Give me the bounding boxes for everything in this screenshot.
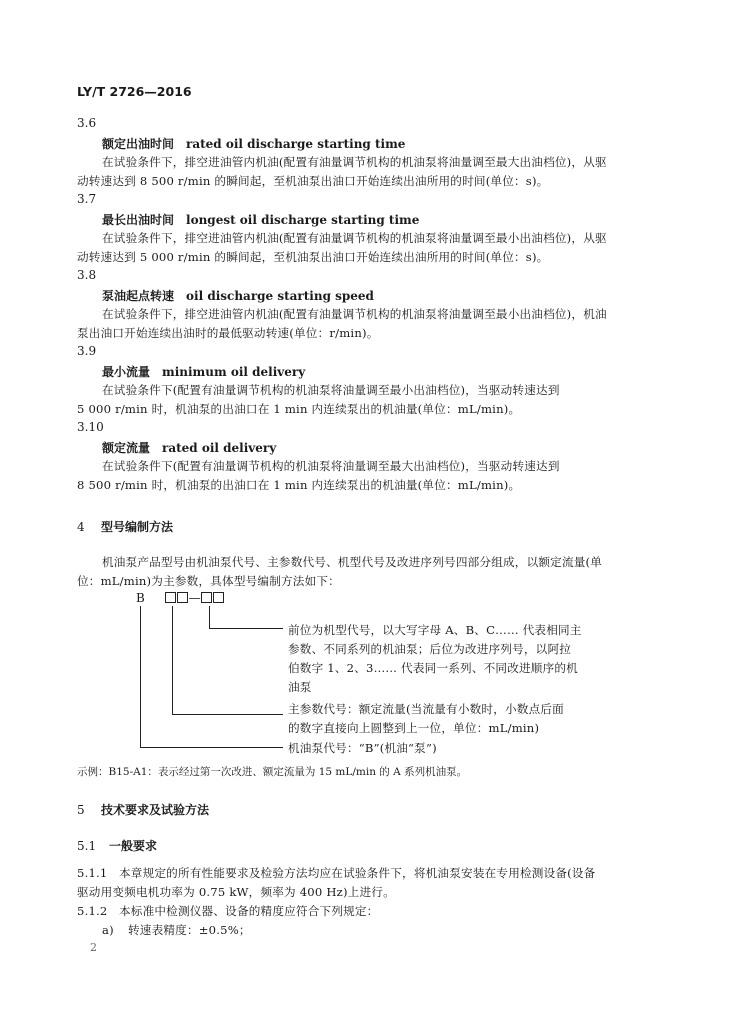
- term-cn: 最小流量: [102, 365, 151, 379]
- term-number: 3.6: [77, 116, 97, 130]
- term-definition-line: 动转速达到 5 000 r/min 的瞬间起，至机油泵出油口开始连续出油所用的时间(单位：s)。: [77, 250, 549, 264]
- example-note: 示例：B15-A1：表示经过第一次改进、额定流量为 15 mL/min 的 A 系列机油泵。: [77, 766, 468, 778]
- clause-5-1-1-line: 驱动用变频电机功率为 0.75 kW，频率为 400 Hz)上进行。: [77, 885, 395, 899]
- section-4-paragraph-line: 位：mL/min)为主参数，具体型号编制方法如下：: [77, 574, 340, 588]
- term-definition-line: 在试验条件下，排空进油管内机油(配置有油量调节机构的机油泵将油量调至最小出油档位)，机油: [102, 307, 607, 321]
- revision-box: [213, 592, 224, 603]
- model-dash: —: [188, 591, 201, 605]
- list-item-a: [102, 922, 251, 938]
- subsection-5-1-heading: [77, 837, 157, 854]
- page-number: 2: [90, 941, 97, 954]
- connector-line: [172, 714, 283, 715]
- section-title: 技术要求及试验方法: [101, 803, 210, 817]
- diagram-label-type: 油泵: [288, 680, 312, 694]
- section-4-paragraph-line: 机油泵产品型号由机油泵代号、主参数代号、机型代号及改进序列号四部分组成，以额定流量(单: [102, 555, 603, 569]
- clause-number: 5.1.2: [77, 904, 108, 918]
- connector-line: [209, 606, 210, 629]
- term-definition-line: 动转速达到 8 500 r/min 的瞬间起，至机油泵出油口开始连续出油所用的时间(单位：s)。: [77, 174, 549, 188]
- term-heading: [102, 363, 305, 380]
- model-prefix: B: [136, 591, 145, 605]
- clause-5-1-2-line: [77, 903, 378, 919]
- term-definition-line: 泵出油口开始连续出油时的最低驱动转速(单位：r/min)。: [77, 326, 379, 340]
- term-cn: 额定流量: [102, 441, 151, 455]
- term-cn: 泵油起点转速: [102, 289, 175, 303]
- connector-line: [209, 628, 283, 629]
- term-definition-line: 在试验条件下，排空进油管内机油(配置有油量调节机构的机油泵将油量调至最小出油档位)，从驱: [102, 231, 607, 245]
- term-heading: [102, 439, 276, 456]
- term-number: 3.7: [77, 192, 97, 206]
- diagram-label-type: 前位为机型代号，以大写字母 A、B、C…… 代表相同主: [288, 623, 582, 637]
- term-en: longest oil discharge starting time: [186, 213, 420, 227]
- term-definition-line: 在试验条件下(配置有油量调节机构的机油泵将油量调至最大出油档位)，当驱动转速达到: [102, 459, 560, 473]
- connector-line: [140, 747, 283, 748]
- subsection-number: 5.1: [77, 839, 97, 853]
- clause-number: 5.1.1: [77, 866, 108, 880]
- term-definition-line: 在试验条件下，排空进油管内机油(配置有油量调节机构的机油泵将油量调至最大出油档位)，从驱: [102, 155, 607, 169]
- clause-5-1-1-line: [77, 865, 595, 881]
- term-heading: [102, 135, 405, 152]
- term-heading: [102, 287, 374, 304]
- subsection-title: 一般要求: [109, 839, 158, 853]
- diagram-label-param: 主参数代号：额定流量(当流量有小数时，小数点后面: [288, 702, 564, 716]
- term-definition-line: 8 500 r/min 时，机油泵的出油口在 1 min 内连续泵出的机油量(单位：mL/min)。: [77, 478, 521, 492]
- clause-text: 本标准中检测仪器、设备的精度应符合下列规定：: [119, 904, 379, 918]
- param-box: [165, 592, 176, 603]
- term-cn: 额定出油时间: [102, 137, 175, 151]
- connector-line: [140, 606, 141, 748]
- section-title: 型号编制方法: [101, 520, 174, 534]
- standard-id: LY/T 2726—2016: [77, 84, 192, 99]
- term-definition-line: 5 000 r/min 时，机油泵的出油口在 1 min 内连续泵出的机油量(单位：mL/min)。: [77, 402, 521, 416]
- section-4-heading: [77, 518, 173, 535]
- connector-line: [172, 606, 173, 715]
- diagram-label-code: 机油泵代号：“B”(机油“泵”): [288, 741, 437, 755]
- section-number: 5: [77, 803, 85, 817]
- term-definition-line: 在试验条件下(配置有油量调节机构的机油泵将油量调至最小出油档位)，当驱动转速达到: [102, 383, 560, 397]
- term-number: 3.10: [77, 420, 104, 434]
- diagram-label-type: 参数、不同系列的机油泵；后位为改进序列号，以阿拉: [288, 642, 572, 656]
- term-cn: 最长出油时间: [102, 213, 175, 227]
- term-en: oil discharge starting speed: [186, 289, 374, 303]
- term-en: rated oil delivery: [162, 441, 277, 455]
- diagram-label-param: 的数字直接向上圆整到上一位，单位：mL/min): [288, 721, 540, 735]
- term-heading: [102, 211, 419, 228]
- term-en: minimum oil delivery: [162, 365, 306, 379]
- term-en: rated oil discharge starting time: [186, 137, 406, 151]
- diagram-label-type: 伯数字 1、2、3…… 代表同一系列、不同改进顺序的机: [288, 661, 578, 675]
- param-box: [177, 592, 188, 603]
- model-code-diagram: [136, 591, 225, 605]
- clause-text: 本章规定的所有性能要求及检验方法均应在试验条件下，将机油泵安装在专用检测设备(设备: [119, 866, 596, 880]
- section-5-heading: [77, 801, 209, 818]
- type-box: [201, 592, 212, 603]
- term-number: 3.9: [77, 344, 97, 358]
- list-item-text: 转速表精度：±0.5%；: [128, 923, 251, 937]
- section-number: 4: [77, 520, 85, 534]
- list-item-label: a): [102, 923, 114, 937]
- term-number: 3.8: [77, 268, 97, 282]
